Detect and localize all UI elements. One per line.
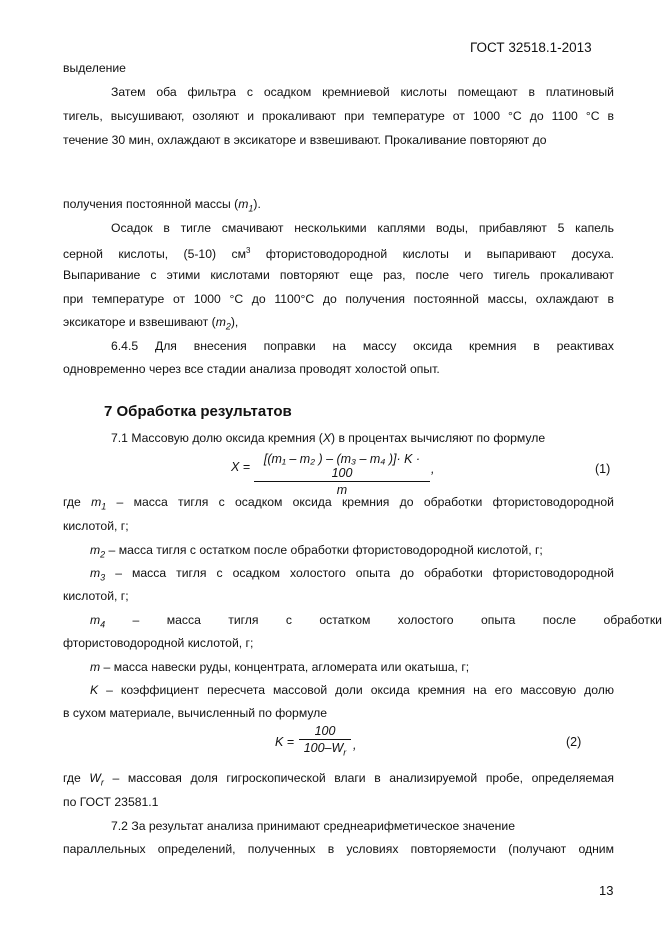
text-line: выделение [63, 61, 126, 75]
formula-numerator: 100 [314, 724, 336, 738]
text-line: кислотой, г; [63, 589, 129, 603]
text-line: K – коэффициент пересчета массовой доли оксида кремния на его массовую долю [90, 683, 614, 697]
text-line: где $W_r$ – массовая доля гигроскопической влаги в анализируемой пробе, определяемая [63, 771, 614, 788]
text-line: серной кислоты, (5-10) $см^3$ фтористоводородной кислоты и выпаривают досуха. [63, 246, 614, 262]
standard-header: ГОСТ 32518.1-2013 [470, 40, 592, 55]
text-line: 7.1 Массовую долю оксида кремния (X) в процентах вычисляют по формуле [111, 431, 546, 445]
text-line: по ГОСТ 23581.1 [63, 795, 159, 809]
text-line: 7.2 За результат анализа принимают среднеарифметическое значение [111, 819, 515, 833]
text-line: где $m_1$ – масса тигля с осадком оксида кремния до обработки фтористоводородной [63, 495, 614, 512]
fraction-bar [254, 481, 430, 482]
text-line: тигель, высушивают, озоляют и прокаливают при температуре от 1000 °С до 1100 °С в [63, 109, 614, 123]
formula-denominator: $100-W_r$ [303, 741, 347, 758]
formula-numerator: [(m₁ – m₂ ) – (m₃ – m₄ )]· K · 100 [263, 452, 421, 480]
formula-number: (2) [566, 735, 582, 749]
text-line: одновременно через все стадии анализа проводят холостой опыт. [63, 362, 440, 376]
fraction-bar [299, 739, 351, 740]
text-line: получения постоянной массы $(m_1)$. [63, 197, 261, 214]
text-line: Затем оба фильтра с осадком кремниевой кислоты помещают в платиновый [111, 85, 614, 99]
text-line: m – масса навески руды, концентрата, агломерата или окатыша, г; [90, 660, 470, 674]
formula-fraction [299, 724, 351, 758]
formula-denominator: m [336, 483, 348, 497]
text-line: Осадок в тигле смачивают несколькими каплями воды, прибавляют 5 капель [111, 221, 614, 235]
text-line: $m_2$ – масса тигля с остатком после обработки фтористоводородной кислотой, г; [90, 543, 543, 560]
text-line: параллельных определений, полученных в условиях повторяемости (получают одним [63, 842, 614, 856]
page-number: 13 [599, 883, 614, 898]
text-line: течение 30 мин, охлаждают в эксикаторе и взвешивают. Прокаливание повторяют до [63, 133, 547, 147]
section-heading: 7 Обработка результатов [104, 403, 292, 420]
formula-comma: , [353, 738, 357, 752]
text-line: при температуре от 1000 °С до 1100°С до получения постоянной массы, охлаждают в [63, 292, 614, 306]
text-line: Выпаривание с этими кислотами повторяют еще раз, после чего тигель прокаливают [63, 268, 614, 282]
text-line: кислотой, г; [63, 519, 129, 533]
formula-lhs: K = [275, 735, 295, 749]
text-line: фтористоводородной кислотой, г; [63, 636, 254, 650]
text-line: $m_3$ – масса тигля с осадком холостого опыта до обработки фтористоводородной [90, 566, 614, 583]
formula-comma: , [431, 462, 435, 476]
text-line: 6.4.5 Для внесения поправки на массу оксида кремния в реактивах [111, 339, 614, 353]
formula-fraction [254, 452, 430, 497]
text-line: $m_4$ – масса тигля с остатком холостого опыта после обработки [90, 613, 662, 630]
formula-number: (1) [595, 462, 611, 476]
text-line: эксикаторе и взвешивают $(m_2)$, [63, 315, 239, 332]
text-line: в сухом материале, вычисленный по формуле [63, 706, 328, 720]
formula-lhs: X = [231, 460, 251, 474]
